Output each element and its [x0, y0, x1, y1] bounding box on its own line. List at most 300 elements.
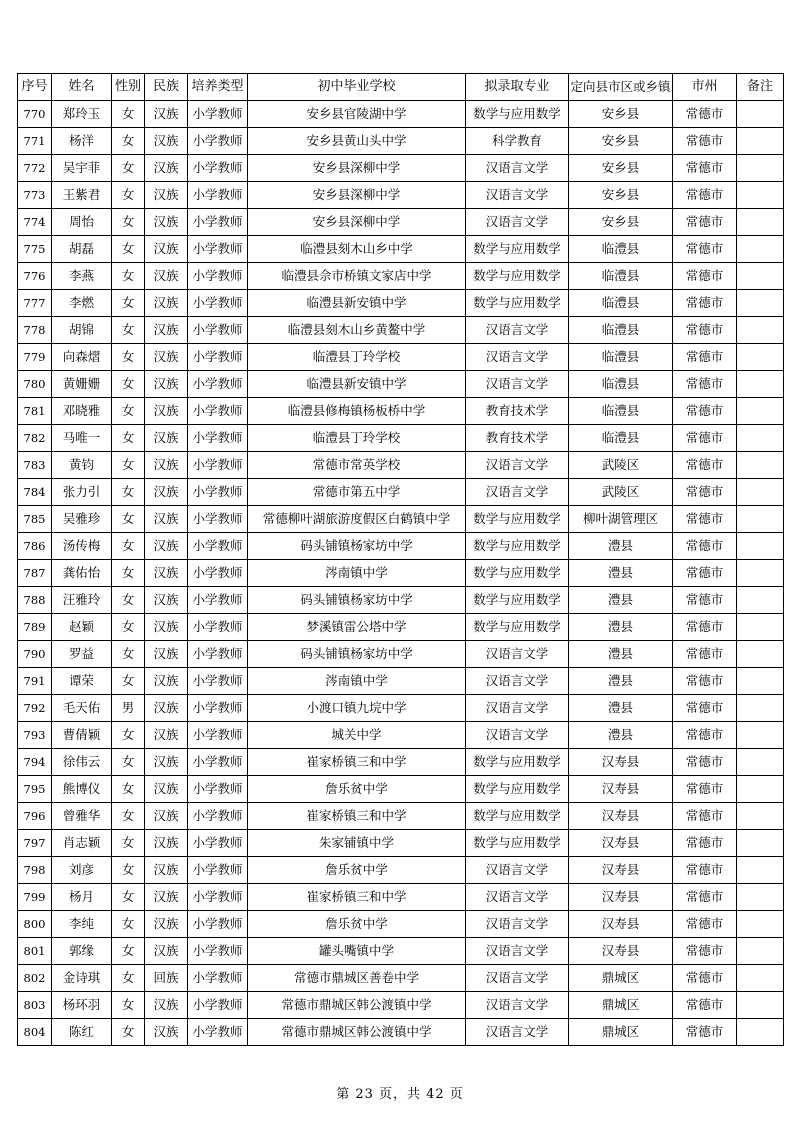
cell-major: 教育技术学: [466, 398, 569, 425]
cell-name: 李燃: [52, 290, 112, 317]
cell-county: 澧县: [569, 614, 673, 641]
cell-seq: 789: [18, 614, 52, 641]
cell-city: 常德市: [673, 371, 737, 398]
cell-ethnicity: 汉族: [145, 506, 188, 533]
cell-gender: 女: [112, 749, 145, 776]
cell-seq: 793: [18, 722, 52, 749]
cell-gender: 女: [112, 830, 145, 857]
table-row: [18, 290, 784, 317]
cell-county: 临澧县: [569, 371, 673, 398]
cell-ethnicity: 汉族: [145, 128, 188, 155]
header-city: 市州: [673, 74, 737, 101]
cell-training-type: 小学教师: [188, 803, 248, 830]
cell-city: 常德市: [673, 1019, 737, 1046]
cell-seq: 782: [18, 425, 52, 452]
cell-gender: 女: [112, 425, 145, 452]
cell-name: 邓晓雅: [52, 398, 112, 425]
table-row: [18, 155, 784, 182]
cell-seq: 780: [18, 371, 52, 398]
cell-seq: 796: [18, 803, 52, 830]
cell-seq: 776: [18, 263, 52, 290]
cell-major: 汉语言文学: [466, 911, 569, 938]
cell-training-type: 小学教师: [188, 209, 248, 236]
cell-name: 赵颖: [52, 614, 112, 641]
cell-major: 数学与应用数学: [466, 236, 569, 263]
cell-gender: 女: [112, 290, 145, 317]
cell-remarks: [737, 290, 784, 317]
cell-training-type: 小学教师: [188, 830, 248, 857]
cell-gender: 女: [112, 614, 145, 641]
table-row: [18, 425, 784, 452]
header-seq: 序号: [18, 74, 52, 101]
cell-major: 数学与应用数学: [466, 830, 569, 857]
header-row: [18, 74, 784, 101]
cell-county: 鼎城区: [569, 992, 673, 1019]
cell-name: 杨环羽: [52, 992, 112, 1019]
cell-city: 常德市: [673, 236, 737, 263]
cell-gender: 女: [112, 506, 145, 533]
cell-name: 郑玲玉: [52, 101, 112, 128]
table-row: [18, 803, 784, 830]
cell-school: 码头铺镇杨家坊中学: [248, 641, 466, 668]
cell-name: 胡锦: [52, 317, 112, 344]
cell-training-type: 小学教师: [188, 857, 248, 884]
cell-name: 汤传梅: [52, 533, 112, 560]
cell-school: 临澧县刻木山乡中学: [248, 236, 466, 263]
cell-remarks: [737, 479, 784, 506]
cell-major: 汉语言文学: [466, 857, 569, 884]
cell-gender: 女: [112, 776, 145, 803]
cell-school: 安乡县深柳中学: [248, 182, 466, 209]
cell-school: 崔家桥镇三和中学: [248, 884, 466, 911]
cell-training-type: 小学教师: [188, 992, 248, 1019]
cell-ethnicity: 回族: [145, 965, 188, 992]
cell-seq: 799: [18, 884, 52, 911]
table-row: [18, 1019, 784, 1046]
cell-gender: 女: [112, 965, 145, 992]
table-body: [18, 101, 784, 1046]
cell-ethnicity: 汉族: [145, 533, 188, 560]
cell-county: 安乡县: [569, 209, 673, 236]
cell-city: 常德市: [673, 344, 737, 371]
cell-remarks: [737, 209, 784, 236]
cell-city: 常德市: [673, 263, 737, 290]
cell-remarks: [737, 992, 784, 1019]
cell-seq: 770: [18, 101, 52, 128]
cell-remarks: [737, 263, 784, 290]
cell-city: 常德市: [673, 911, 737, 938]
cell-major: 汉语言文学: [466, 452, 569, 479]
cell-county: 汉寿县: [569, 857, 673, 884]
cell-ethnicity: 汉族: [145, 263, 188, 290]
cell-seq: 786: [18, 533, 52, 560]
cell-seq: 788: [18, 587, 52, 614]
cell-major: 汉语言文学: [466, 695, 569, 722]
cell-remarks: [737, 155, 784, 182]
cell-seq: 804: [18, 1019, 52, 1046]
cell-major: 教育技术学: [466, 425, 569, 452]
table-row: [18, 965, 784, 992]
cell-remarks: [737, 911, 784, 938]
cell-gender: 女: [112, 803, 145, 830]
cell-city: 常德市: [673, 479, 737, 506]
table-row: [18, 263, 784, 290]
cell-major: 汉语言文学: [466, 884, 569, 911]
cell-remarks: [737, 965, 784, 992]
cell-name: 吴雅珍: [52, 506, 112, 533]
cell-school: 临澧县刻木山乡黄鳌中学: [248, 317, 466, 344]
cell-school: 罐头嘴镇中学: [248, 938, 466, 965]
cell-school: 临澧县丁玲学校: [248, 425, 466, 452]
cell-county: 澧县: [569, 668, 673, 695]
table-row: [18, 479, 784, 506]
cell-major: 汉语言文学: [466, 209, 569, 236]
cell-major: 数学与应用数学: [466, 749, 569, 776]
cell-remarks: [737, 425, 784, 452]
cell-major: 汉语言文学: [466, 641, 569, 668]
cell-seq: 784: [18, 479, 52, 506]
cell-training-type: 小学教师: [188, 317, 248, 344]
cell-county: 安乡县: [569, 182, 673, 209]
cell-school: 安乡县深柳中学: [248, 209, 466, 236]
cell-training-type: 小学教师: [188, 371, 248, 398]
cell-county: 汉寿县: [569, 830, 673, 857]
cell-school: 詹乐贫中学: [248, 776, 466, 803]
cell-major: 汉语言文学: [466, 722, 569, 749]
cell-name: 杨月: [52, 884, 112, 911]
cell-remarks: [737, 695, 784, 722]
table-row: [18, 182, 784, 209]
cell-remarks: [737, 776, 784, 803]
cell-major: 数学与应用数学: [466, 776, 569, 803]
cell-ethnicity: 汉族: [145, 749, 188, 776]
cell-training-type: 小学教师: [188, 641, 248, 668]
cell-gender: 女: [112, 938, 145, 965]
cell-ethnicity: 汉族: [145, 290, 188, 317]
table-row: [18, 209, 784, 236]
cell-county: 澧县: [569, 533, 673, 560]
cell-remarks: [737, 236, 784, 263]
cell-county: 临澧县: [569, 425, 673, 452]
cell-name: 谭荣: [52, 668, 112, 695]
cell-county: 武陵区: [569, 479, 673, 506]
cell-school: 常德市鼎城区善卷中学: [248, 965, 466, 992]
cell-name: 陈红: [52, 1019, 112, 1046]
cell-ethnicity: 汉族: [145, 830, 188, 857]
cell-ethnicity: 汉族: [145, 1019, 188, 1046]
cell-gender: 女: [112, 911, 145, 938]
cell-school: 城关中学: [248, 722, 466, 749]
cell-school: 临澧县丁玲学校: [248, 344, 466, 371]
cell-training-type: 小学教师: [188, 587, 248, 614]
cell-school: 常德市鼎城区韩公渡镇中学: [248, 992, 466, 1019]
cell-county: 澧县: [569, 641, 673, 668]
cell-city: 常德市: [673, 128, 737, 155]
cell-major: 科学教育: [466, 128, 569, 155]
cell-county: 汉寿县: [569, 803, 673, 830]
cell-name: 熊博仪: [52, 776, 112, 803]
cell-seq: 791: [18, 668, 52, 695]
cell-ethnicity: 汉族: [145, 587, 188, 614]
table-row: [18, 857, 784, 884]
cell-training-type: 小学教师: [188, 911, 248, 938]
cell-city: 常德市: [673, 641, 737, 668]
cell-city: 常德市: [673, 506, 737, 533]
cell-city: 常德市: [673, 290, 737, 317]
cell-county: 汉寿县: [569, 938, 673, 965]
cell-school: 涔南镇中学: [248, 668, 466, 695]
table-row: [18, 371, 784, 398]
cell-city: 常德市: [673, 614, 737, 641]
cell-training-type: 小学教师: [188, 965, 248, 992]
cell-major: 数学与应用数学: [466, 587, 569, 614]
cell-training-type: 小学教师: [188, 884, 248, 911]
cell-major: 汉语言文学: [466, 155, 569, 182]
admission-roster-table: [17, 73, 784, 1046]
cell-training-type: 小学教师: [188, 236, 248, 263]
cell-county: 武陵区: [569, 452, 673, 479]
page-footer: 第 23 页，共 42 页: [336, 1087, 464, 1102]
cell-city: 常德市: [673, 182, 737, 209]
cell-seq: 773: [18, 182, 52, 209]
cell-name: 龚佑怡: [52, 560, 112, 587]
cell-training-type: 小学教师: [188, 398, 248, 425]
cell-seq: 778: [18, 317, 52, 344]
cell-ethnicity: 汉族: [145, 992, 188, 1019]
cell-major: 数学与应用数学: [466, 533, 569, 560]
cell-name: 李燕: [52, 263, 112, 290]
cell-name: 胡磊: [52, 236, 112, 263]
cell-county: 临澧县: [569, 263, 673, 290]
cell-gender: 女: [112, 857, 145, 884]
cell-remarks: [737, 182, 784, 209]
table-row: [18, 722, 784, 749]
cell-school: 临澧县佘市桥镇文家店中学: [248, 263, 466, 290]
cell-remarks: [737, 857, 784, 884]
cell-gender: 男: [112, 695, 145, 722]
header-school: 初中毕业学校: [248, 74, 466, 101]
cell-city: 常德市: [673, 830, 737, 857]
cell-training-type: 小学教师: [188, 506, 248, 533]
cell-remarks: [737, 884, 784, 911]
cell-ethnicity: 汉族: [145, 884, 188, 911]
cell-ethnicity: 汉族: [145, 101, 188, 128]
header-ethnicity: 民族: [145, 74, 188, 101]
cell-city: 常德市: [673, 938, 737, 965]
cell-seq: 794: [18, 749, 52, 776]
cell-ethnicity: 汉族: [145, 722, 188, 749]
cell-county: 汉寿县: [569, 776, 673, 803]
table-row: [18, 506, 784, 533]
cell-remarks: [737, 533, 784, 560]
cell-county: 鼎城区: [569, 965, 673, 992]
cell-name: 毛天佑: [52, 695, 112, 722]
cell-seq: 803: [18, 992, 52, 1019]
cell-name: 向森熠: [52, 344, 112, 371]
cell-city: 常德市: [673, 992, 737, 1019]
cell-county: 澧县: [569, 695, 673, 722]
cell-school: 崔家桥镇三和中学: [248, 749, 466, 776]
table-row: [18, 614, 784, 641]
cell-seq: 802: [18, 965, 52, 992]
cell-name: 马唯一: [52, 425, 112, 452]
cell-ethnicity: 汉族: [145, 641, 188, 668]
cell-seq: 800: [18, 911, 52, 938]
cell-remarks: [737, 803, 784, 830]
cell-training-type: 小学教师: [188, 533, 248, 560]
cell-remarks: [737, 614, 784, 641]
cell-county: 汉寿县: [569, 911, 673, 938]
table-row: [18, 452, 784, 479]
table-row: [18, 128, 784, 155]
cell-name: 徐伟云: [52, 749, 112, 776]
cell-county: 澧县: [569, 722, 673, 749]
cell-city: 常德市: [673, 668, 737, 695]
cell-ethnicity: 汉族: [145, 614, 188, 641]
cell-ethnicity: 汉族: [145, 452, 188, 479]
cell-major: 数学与应用数学: [466, 290, 569, 317]
table-row: [18, 587, 784, 614]
cell-gender: 女: [112, 1019, 145, 1046]
cell-school: 安乡县深柳中学: [248, 155, 466, 182]
table-row: [18, 236, 784, 263]
cell-training-type: 小学教师: [188, 776, 248, 803]
cell-name: 汪雅玲: [52, 587, 112, 614]
cell-school: 朱家铺镇中学: [248, 830, 466, 857]
table-row: [18, 101, 784, 128]
cell-remarks: [737, 371, 784, 398]
cell-ethnicity: 汉族: [145, 425, 188, 452]
table-row: [18, 911, 784, 938]
cell-name: 黄姗姗: [52, 371, 112, 398]
cell-ethnicity: 汉族: [145, 398, 188, 425]
cell-remarks: [737, 668, 784, 695]
cell-major: 汉语言文学: [466, 1019, 569, 1046]
cell-training-type: 小学教师: [188, 425, 248, 452]
table-row: [18, 344, 784, 371]
table-row: [18, 938, 784, 965]
cell-city: 常德市: [673, 587, 737, 614]
cell-gender: 女: [112, 344, 145, 371]
cell-seq: 797: [18, 830, 52, 857]
cell-ethnicity: 汉族: [145, 857, 188, 884]
cell-remarks: [737, 938, 784, 965]
cell-county: 临澧县: [569, 344, 673, 371]
cell-ethnicity: 汉族: [145, 803, 188, 830]
cell-major: 数学与应用数学: [466, 560, 569, 587]
cell-major: 数学与应用数学: [466, 101, 569, 128]
cell-major: 汉语言文学: [466, 317, 569, 344]
table-header: [18, 74, 784, 101]
cell-city: 常德市: [673, 803, 737, 830]
cell-gender: 女: [112, 452, 145, 479]
table-row: [18, 317, 784, 344]
cell-county: 安乡县: [569, 101, 673, 128]
cell-county: 临澧县: [569, 290, 673, 317]
cell-school: 小渡口镇九垸中学: [248, 695, 466, 722]
cell-training-type: 小学教师: [188, 668, 248, 695]
cell-seq: 790: [18, 641, 52, 668]
cell-school: 常德市常英学校: [248, 452, 466, 479]
cell-training-type: 小学教师: [188, 263, 248, 290]
cell-major: 汉语言文学: [466, 992, 569, 1019]
cell-remarks: [737, 830, 784, 857]
cell-major: 汉语言文学: [466, 965, 569, 992]
table-row: [18, 830, 784, 857]
cell-remarks: [737, 101, 784, 128]
cell-training-type: 小学教师: [188, 182, 248, 209]
cell-training-type: 小学教师: [188, 1019, 248, 1046]
cell-major: 数学与应用数学: [466, 263, 569, 290]
cell-city: 常德市: [673, 101, 737, 128]
cell-seq: 798: [18, 857, 52, 884]
cell-major: 数学与应用数学: [466, 506, 569, 533]
header-county: 定向县市区或乡镇: [569, 74, 673, 101]
roster-sheet: [17, 73, 783, 1046]
cell-ethnicity: 汉族: [145, 371, 188, 398]
cell-city: 常德市: [673, 155, 737, 182]
cell-major: 汉语言文学: [466, 344, 569, 371]
cell-school: 涔南镇中学: [248, 560, 466, 587]
cell-gender: 女: [112, 236, 145, 263]
cell-remarks: [737, 506, 784, 533]
cell-city: 常德市: [673, 749, 737, 776]
header-training-type: 培养类型: [188, 74, 248, 101]
cell-county: 澧县: [569, 560, 673, 587]
cell-name: 李纯: [52, 911, 112, 938]
cell-gender: 女: [112, 992, 145, 1019]
cell-name: 刘彦: [52, 857, 112, 884]
cell-county: 临澧县: [569, 236, 673, 263]
header-major: 拟录取专业: [466, 74, 569, 101]
cell-seq: 801: [18, 938, 52, 965]
cell-remarks: [737, 641, 784, 668]
cell-ethnicity: 汉族: [145, 911, 188, 938]
cell-city: 常德市: [673, 722, 737, 749]
cell-training-type: 小学教师: [188, 479, 248, 506]
cell-seq: 792: [18, 695, 52, 722]
cell-major: 数学与应用数学: [466, 803, 569, 830]
cell-gender: 女: [112, 263, 145, 290]
cell-major: 数学与应用数学: [466, 614, 569, 641]
cell-county: 安乡县: [569, 128, 673, 155]
table-row: [18, 398, 784, 425]
header-remarks: 备注: [737, 74, 784, 101]
cell-gender: 女: [112, 884, 145, 911]
cell-remarks: [737, 1019, 784, 1046]
cell-county: 汉寿县: [569, 884, 673, 911]
cell-training-type: 小学教师: [188, 749, 248, 776]
table-row: [18, 695, 784, 722]
cell-school: 临澧县新安镇中学: [248, 290, 466, 317]
cell-county: 临澧县: [569, 317, 673, 344]
cell-gender: 女: [112, 128, 145, 155]
cell-gender: 女: [112, 560, 145, 587]
cell-major: 汉语言文学: [466, 668, 569, 695]
cell-seq: 775: [18, 236, 52, 263]
cell-school: 詹乐贫中学: [248, 857, 466, 884]
cell-school: 常德市鼎城区韩公渡镇中学: [248, 1019, 466, 1046]
header-name: 姓名: [52, 74, 112, 101]
cell-city: 常德市: [673, 317, 737, 344]
cell-name: 罗益: [52, 641, 112, 668]
cell-remarks: [737, 587, 784, 614]
cell-remarks: [737, 317, 784, 344]
cell-training-type: 小学教师: [188, 722, 248, 749]
cell-school: 梦溪镇雷公塔中学: [248, 614, 466, 641]
cell-seq: 774: [18, 209, 52, 236]
cell-city: 常德市: [673, 533, 737, 560]
